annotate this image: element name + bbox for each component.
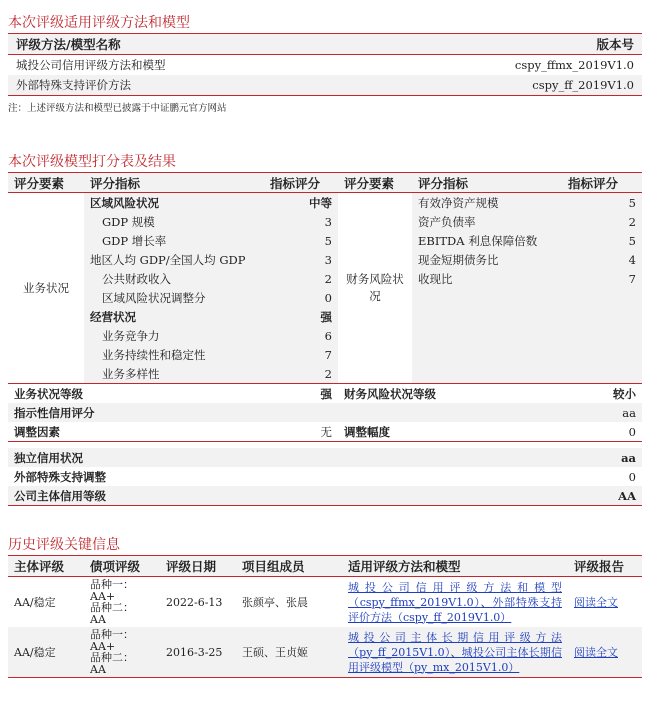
rating-date: 2022-6-13 bbox=[166, 595, 223, 609]
section-title-methods: 本次评级适用评级方法和模型 bbox=[8, 15, 190, 31]
indicator-label: 业务多样性 bbox=[84, 364, 264, 384]
external-label: 外部特殊支持调整 bbox=[14, 469, 106, 484]
rating-date: 2016-3-25 bbox=[160, 627, 236, 678]
read-report-link[interactable]: 阅读全文 bbox=[574, 596, 618, 609]
issuer-rating-label: 公司主体信用等级 bbox=[8, 486, 338, 506]
indicator-score: 3 bbox=[264, 212, 338, 231]
col-report: 评级报告 bbox=[568, 556, 642, 577]
issuer-rating: AA/稳定 bbox=[8, 627, 84, 678]
col-debt-rating: 债项评级 bbox=[84, 556, 160, 577]
indicator-score: 2 bbox=[562, 212, 642, 231]
read-report-link[interactable]: 阅读全文 bbox=[568, 627, 642, 678]
method-name: 外部特殊支持评价方法 bbox=[8, 75, 357, 96]
method-link[interactable]: 城投公司主体长期信用评级方法（py_ff_2015V1.0）、城投公司主体长期信用评级模型（py_mx_2015V1.0） bbox=[342, 627, 568, 678]
col-method-name: 评级方法/模型名称 bbox=[8, 34, 357, 55]
section-title-history: 历史评级关键信息 bbox=[8, 537, 120, 553]
col-issuer-rating: 主体评级 bbox=[8, 556, 84, 577]
methods-note: 注：上述评级方法和模型已披露于中证鹏元官方网站 bbox=[8, 103, 227, 114]
indicator-label: 公共财政收入 bbox=[84, 269, 264, 288]
indicator-score: 3 bbox=[264, 250, 338, 269]
method-link-b[interactable]: 外部特殊支持评价方法（cspy_ff_2019V1.0） bbox=[348, 595, 562, 624]
indicator-score: 2 bbox=[264, 364, 338, 384]
col-score: 指标评分 bbox=[562, 173, 642, 193]
standalone-value: aa bbox=[338, 448, 642, 467]
indicator-label: 经营状况 bbox=[84, 307, 264, 326]
indicator-score: 7 bbox=[264, 345, 338, 364]
section-title-scorecard: 本次评级模型打分表及结果 bbox=[8, 154, 176, 170]
indicator-label: GDP 规模 bbox=[84, 212, 264, 231]
col-indicator: 评分指标 bbox=[412, 173, 562, 193]
adjust-label: 调整因素 bbox=[8, 422, 264, 442]
col-method: 适用评级方法和模型 bbox=[342, 556, 568, 577]
table-row bbox=[8, 55, 642, 76]
indicator-label: 区域风险状况 bbox=[84, 193, 264, 213]
indicator-label: 区域风险状况调整分 bbox=[84, 288, 264, 307]
indicator-label: 现金短期债务比 bbox=[412, 250, 562, 269]
debt-rating: 品种一： AA+ 品种二： AA bbox=[90, 578, 134, 626]
external-value: 0 bbox=[628, 469, 636, 484]
method-version: cspy_ff_2019V1.0 bbox=[357, 75, 642, 96]
debt-rating: 品种一： AA+ 品种二： AA bbox=[84, 627, 160, 678]
col-members: 项目组成员 bbox=[236, 556, 342, 577]
col-version: 版本号 bbox=[357, 34, 642, 55]
table-row bbox=[8, 75, 642, 96]
col-indicator: 评分指标 bbox=[84, 173, 264, 193]
method-link-a[interactable]: 城投公司主体长期信用评级方法（py_ff_2015V1.0） bbox=[348, 630, 562, 659]
standalone-label: 独立信用状况 bbox=[8, 448, 338, 467]
indicator-score: 6 bbox=[264, 326, 338, 345]
team-members: 张颜亭、张晨 bbox=[242, 596, 308, 609]
method-link[interactable]: 城投公司信用评级方法和模型（cspy_ffmx_2019V1.0）、外部特殊支持评价方法（cspy_ff_2019V1.0） bbox=[348, 580, 562, 624]
adjust-range-value: 0 bbox=[562, 422, 642, 442]
indicator-score: 0 bbox=[264, 288, 338, 307]
col-element: 评分要素 bbox=[8, 173, 84, 193]
history-table bbox=[8, 555, 642, 678]
indicator-label: 业务竞争力 bbox=[84, 326, 264, 345]
method-name: 城投公司信用评级方法和模型 bbox=[16, 58, 166, 72]
indicator-score: 7 bbox=[562, 269, 642, 288]
col-date: 评级日期 bbox=[160, 556, 236, 577]
indicator-score: 4 bbox=[562, 250, 642, 269]
indicator-label: 有效净资产规模 bbox=[412, 193, 562, 213]
method-version: cspy_ffmx_2019V1.0 bbox=[514, 58, 634, 72]
method-link-b[interactable]: 城投公司主体长期信用评级模型（py_mx_2015V1.0） bbox=[348, 645, 562, 674]
issuer-rating-value: AA bbox=[338, 486, 642, 506]
col-score: 指标评分 bbox=[264, 173, 338, 193]
financial-level-value: 较小 bbox=[562, 384, 642, 404]
table-row bbox=[8, 627, 642, 678]
financial-level-label: 财务风险状况等级 bbox=[338, 384, 562, 404]
business-level-label: 业务状况等级 bbox=[8, 384, 264, 404]
indicator-score: 5 bbox=[562, 231, 642, 250]
team-members: 王硕、王贞姬 bbox=[236, 627, 342, 678]
business-group-label: 业务状况 bbox=[23, 281, 69, 295]
adjust-value: 无 bbox=[264, 422, 338, 442]
indicator-label: 收现比 bbox=[412, 269, 562, 288]
indicator-label: 业务持续性和稳定性 bbox=[84, 345, 264, 364]
method-link-a[interactable]: 城投公司信用评级方法和模型（cspy_ffmx_2019V1.0） bbox=[348, 580, 562, 609]
business-level-value: 强 bbox=[264, 384, 338, 404]
indicator-score: 中等 bbox=[264, 193, 338, 213]
scorecard-table bbox=[8, 172, 642, 506]
indicator-label: 资产负债率 bbox=[412, 212, 562, 231]
indicator-score: 5 bbox=[562, 193, 642, 213]
financial-group-label: 财务风险状况 bbox=[346, 272, 404, 303]
indicator-label: 地区人均 GDP/全国人均 GDP bbox=[84, 250, 264, 269]
indicative-value: aa bbox=[264, 403, 642, 422]
indicator-score: 强 bbox=[264, 307, 338, 326]
indicator-label: EBITDA 利息保障倍数 bbox=[412, 231, 562, 250]
col-element: 评分要素 bbox=[338, 173, 412, 193]
indicator-score: 5 bbox=[264, 231, 338, 250]
indicator-score: 2 bbox=[264, 269, 338, 288]
methods-table bbox=[8, 33, 642, 96]
indicative-label: 指示性信用评分 bbox=[8, 403, 264, 422]
adjust-range-label: 调整幅度 bbox=[338, 422, 562, 442]
table-row bbox=[8, 577, 642, 628]
issuer-rating: AA/稳定 bbox=[14, 596, 56, 609]
indicator-label: GDP 增长率 bbox=[84, 231, 264, 250]
